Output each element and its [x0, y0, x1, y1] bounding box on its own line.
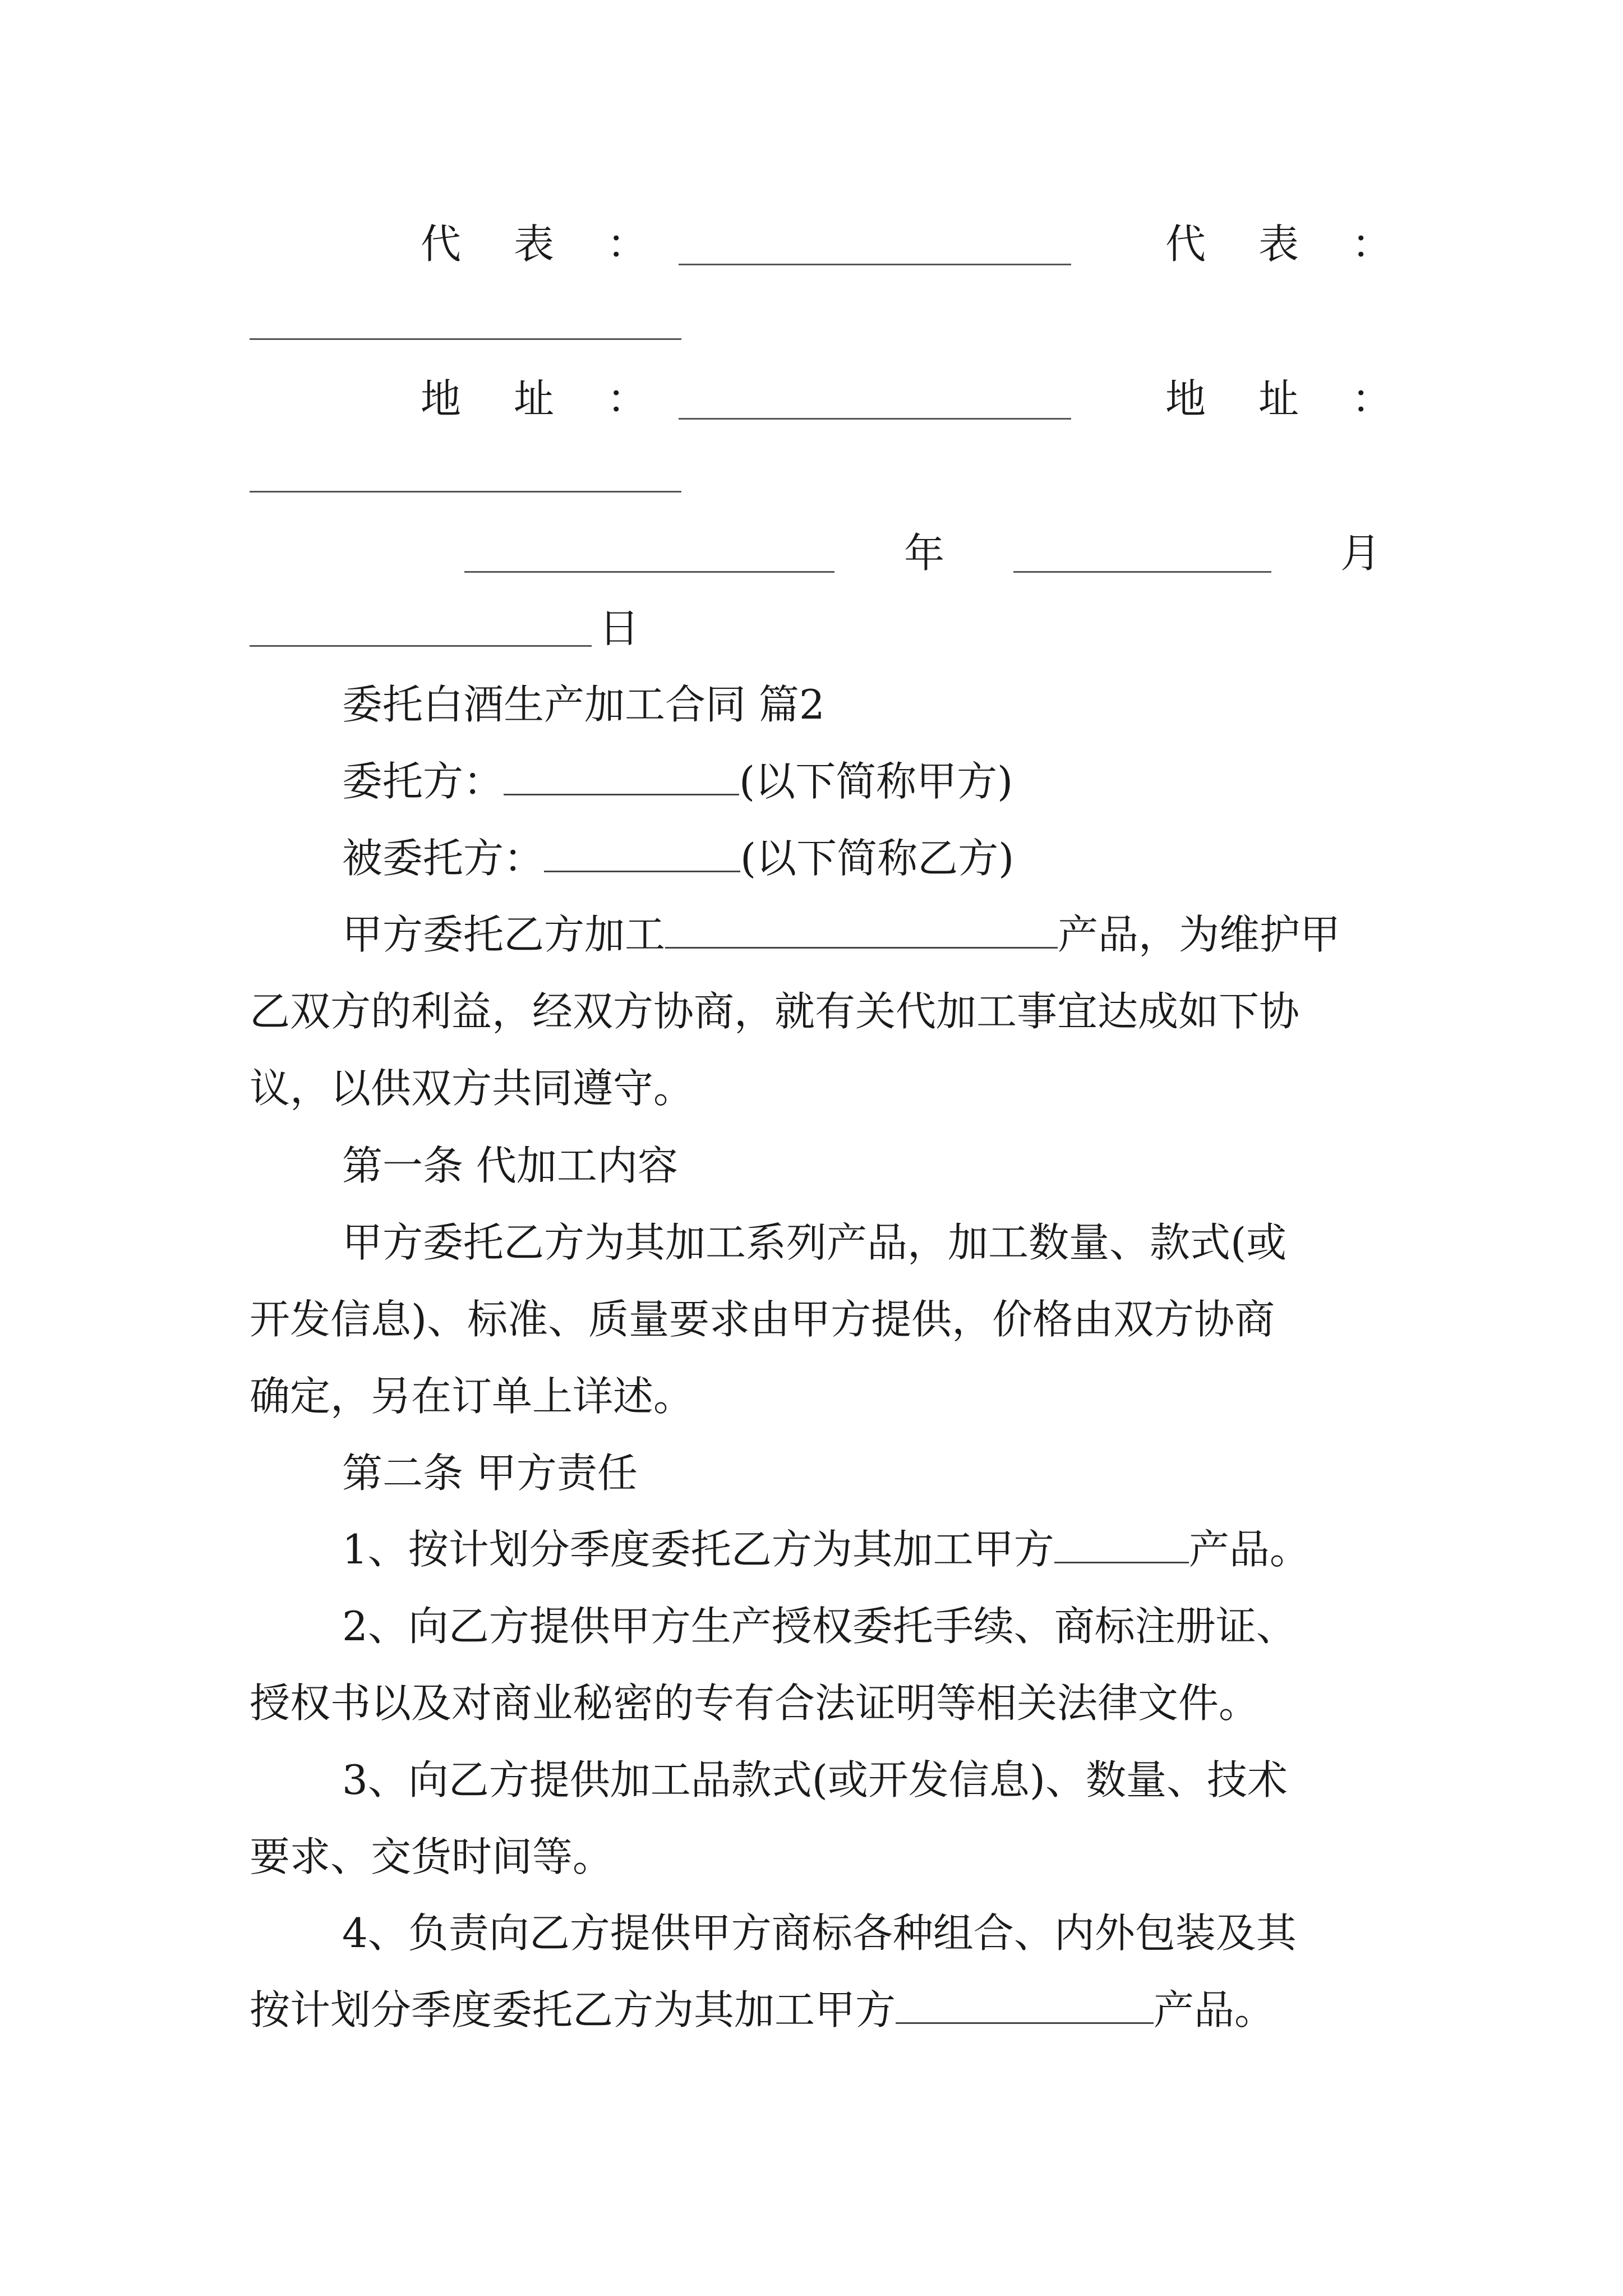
item-4-blank [896, 1983, 1154, 2024]
intro-text-a: 甲方委托乙方加工 [342, 911, 666, 958]
contractor-note: (以下简称乙方) [740, 835, 1015, 882]
item-2-line-2: 授权书以及对商业秘密的专有合法证明等相关法律文件。 [250, 1680, 1260, 1727]
day-label: 日 [599, 605, 640, 652]
rep-left-label: 代表： [421, 220, 700, 268]
contractor-label: 被委托方： [342, 835, 545, 882]
item-4-line-1: 4、负责向乙方提供甲方商标各种组合、内外包装及其 [342, 1910, 1297, 1957]
intro-line-3: 议，以供双方共同遵守。 [250, 1065, 694, 1112]
intro-line-2: 乙双方的利益，经双方协商，就有关代加工事宜达成如下协 [250, 988, 1300, 1035]
contract-title: 委托白酒生产加工合同 篇2 [342, 681, 825, 728]
item-3-line-2: 要求、交货时间等。 [250, 1833, 614, 1880]
month-label: 月 [1340, 530, 1381, 577]
client-note: (以下简称甲方) [739, 758, 1013, 805]
contractor-line [250, 831, 1394, 885]
product-blank [665, 908, 1058, 949]
addr-right-blank [250, 491, 681, 493]
item-3-line-1: 3、向乙方提供加工品款式(或开发信息)、数量、技术 [342, 1756, 1288, 1803]
item-1-blank [1054, 1522, 1189, 1563]
rep-left-blank [679, 264, 1071, 265]
rep-right-blank [250, 338, 681, 340]
day-blank [250, 645, 592, 647]
addr-left-blank [679, 418, 1071, 420]
intro-text-b: 产品，为维护甲 [1058, 911, 1341, 958]
item-1 [250, 1522, 1394, 1576]
article-1-title: 第一条 代加工内容 [342, 1142, 678, 1189]
item-4-text-a: 按计划分季度委托乙方为其加工甲方 [250, 1986, 896, 2033]
article-1-line-2: 开发信息)、标准、质量要求由甲方提供，价格由双方协商 [250, 1296, 1275, 1343]
client-line [250, 754, 1394, 808]
article-2-title: 第二条 甲方责任 [342, 1450, 638, 1497]
client-blank [504, 754, 739, 795]
item-1-text-a: 1、按计划分季度委托乙方为其加工甲方 [342, 1526, 1054, 1573]
article-1-line-1: 甲方委托乙方为其加工系列产品，加工数量、款式(或 [342, 1219, 1287, 1266]
item-2-line-1: 2、向乙方提供甲方生产授权委托手续、商标注册证、 [342, 1603, 1297, 1650]
addr-right-label: 地址： [1165, 375, 1445, 422]
intro-line-1 [250, 908, 1394, 961]
article-1-line-3: 确定，另在订单上详述。 [250, 1373, 694, 1420]
item-4-text-b: 产品。 [1154, 1986, 1275, 2033]
rep-right-label: 代表： [1165, 220, 1445, 268]
addr-left-label: 地址： [421, 375, 700, 422]
item-1-text-b: 产品。 [1188, 1526, 1310, 1573]
item-4-line-2 [250, 1983, 1394, 2037]
client-label: 委托方： [342, 758, 504, 805]
year-blank [464, 571, 834, 573]
contractor-blank [544, 831, 740, 872]
year-label: 年 [904, 530, 945, 577]
month-blank [1013, 571, 1271, 573]
